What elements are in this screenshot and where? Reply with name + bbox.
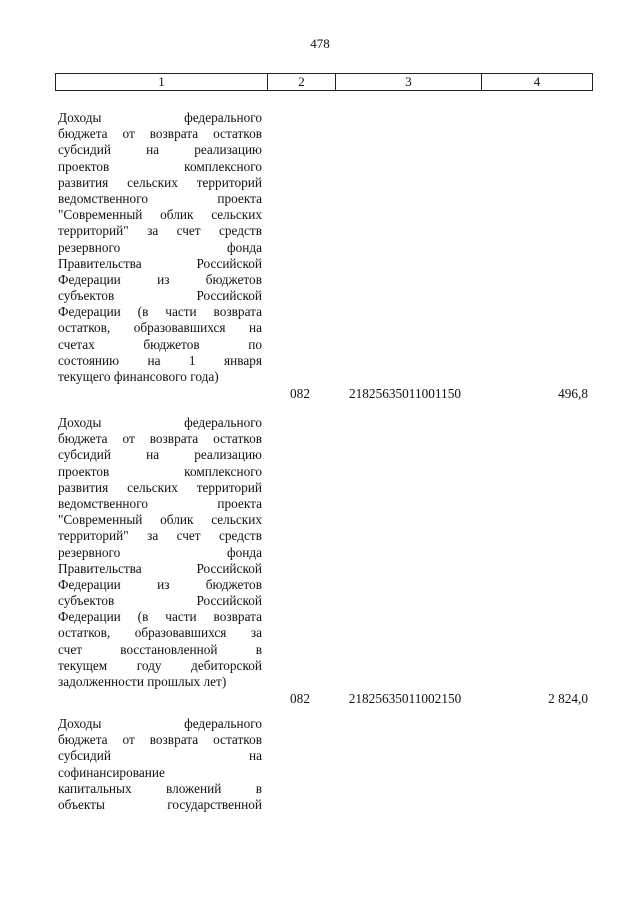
description-line: Федерации (в части возврата xyxy=(58,609,262,625)
description-line: развития сельских территорий xyxy=(58,174,262,190)
description-line: бюджета от возврата остатков xyxy=(58,126,262,142)
description-line: проектов комплексного xyxy=(58,158,262,174)
description-line: бюджета от возврата остатков xyxy=(58,431,262,447)
description-line: объекты государственной xyxy=(58,796,262,812)
description-line: текущего финансового года) xyxy=(58,369,219,384)
description-line: субсидий на реализацию xyxy=(58,142,262,158)
description-line: остатков, образовавшихся за xyxy=(58,625,262,641)
description-line: резервного фонда xyxy=(58,544,262,560)
description-line: Доходы федерального xyxy=(58,716,262,731)
description-line: Доходы федерального xyxy=(58,110,262,125)
description-line: проектов комплексного xyxy=(58,463,262,479)
description-line: состоянию на 1 января xyxy=(58,352,262,368)
description-line: "Современный облик сельских xyxy=(58,207,262,223)
row-description xyxy=(58,415,262,690)
row-description xyxy=(58,716,262,813)
description-line: Правительства Российской xyxy=(58,560,262,576)
description-line: территорий" за счет средств xyxy=(58,223,262,239)
table-header-row xyxy=(56,74,593,91)
description-line: остатков, образовавшихся на xyxy=(58,320,262,336)
description-line: Федерации (в части возврата xyxy=(58,304,262,320)
description-line: счет восстановленной в xyxy=(58,641,262,657)
header-col-2: 2 xyxy=(268,74,336,91)
description-line: территорий" за счет средств xyxy=(58,528,262,544)
revenue-code: 21825635011002150 xyxy=(348,691,462,706)
revenue-code: 21825635011001150 xyxy=(348,386,462,401)
description-line: субсидий на реализацию xyxy=(58,447,262,463)
page-number: 478 xyxy=(310,36,330,51)
description-line: счетах бюджетов по xyxy=(58,336,262,352)
amount: 2 824,0 xyxy=(548,691,588,706)
description-line: Федерации из бюджетов xyxy=(58,271,262,287)
description-line: Правительства Российской xyxy=(58,255,262,271)
description-line: субсидий на xyxy=(58,748,262,764)
amount: 496,8 xyxy=(558,386,588,401)
description-line: "Современный облик сельских xyxy=(58,512,262,528)
description-line: бюджета от возврата остатков xyxy=(58,732,262,748)
description-line: текущем году дебиторской xyxy=(58,657,262,673)
description-line: ведомственного проекта xyxy=(58,190,262,206)
admin-code: 082 xyxy=(290,691,310,706)
description-line: резервного фонда xyxy=(58,239,262,255)
description-line: софинансирование xyxy=(58,764,165,780)
table-header xyxy=(55,73,593,91)
row-description xyxy=(58,110,262,385)
header-col-4: 4 xyxy=(482,74,593,91)
description-line: ведомственного проекта xyxy=(58,495,262,511)
description-line: капитальных вложений в xyxy=(58,780,262,796)
header-col-1: 1 xyxy=(56,74,268,91)
admin-code: 082 xyxy=(290,386,310,401)
description-line: субъектов Российской xyxy=(58,288,262,304)
description-line: Доходы федерального xyxy=(58,415,262,430)
header-col-3: 3 xyxy=(336,74,482,91)
description-line: развития сельских территорий xyxy=(58,479,262,495)
description-line: субъектов Российской xyxy=(58,593,262,609)
description-line: Федерации из бюджетов xyxy=(58,576,262,592)
description-line: задолженности прошлых лет) xyxy=(58,674,227,689)
